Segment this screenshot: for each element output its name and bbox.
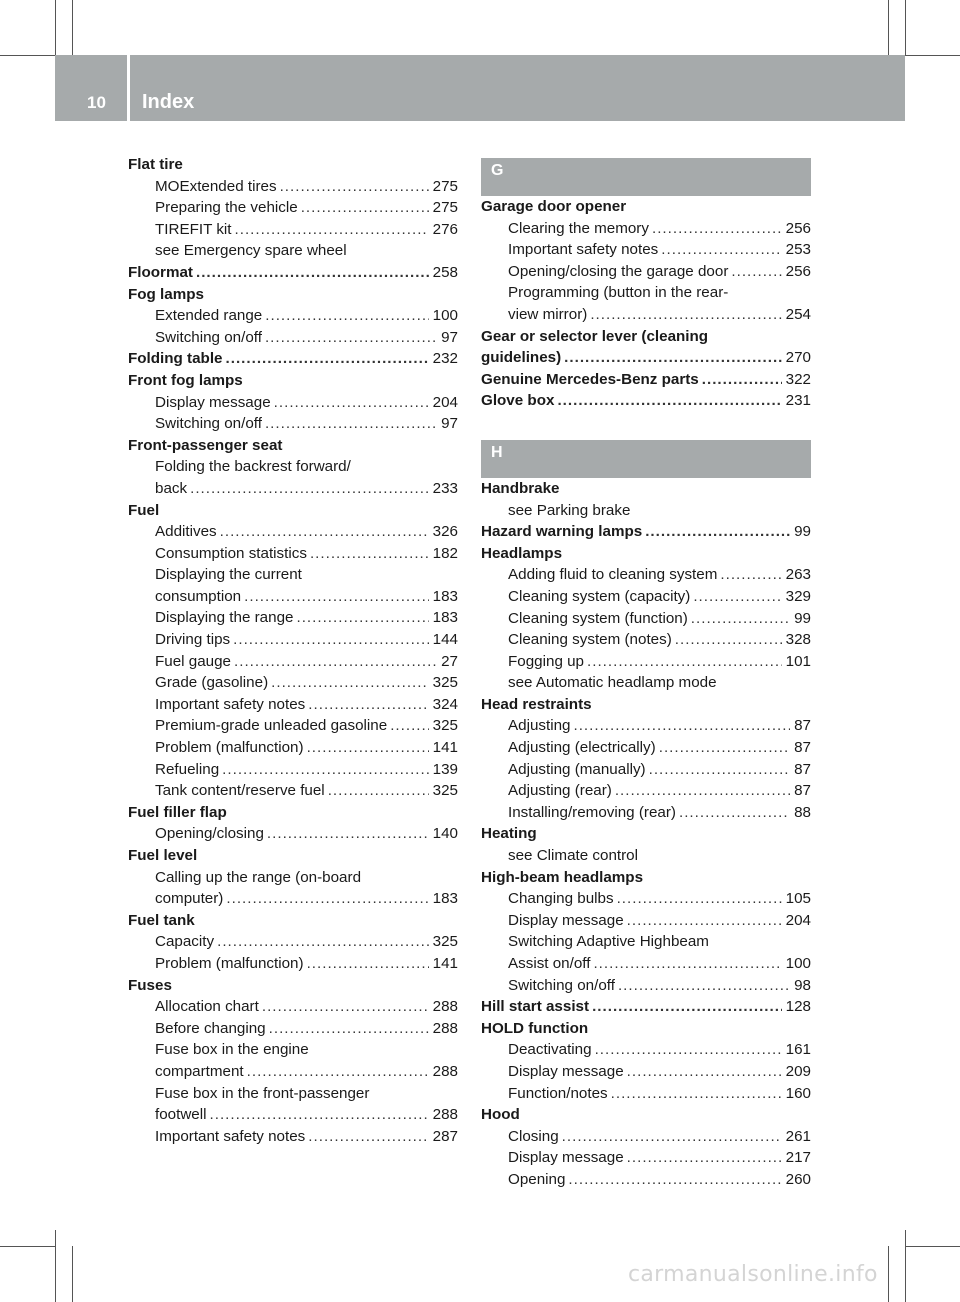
dot-leader <box>301 197 429 219</box>
index-subentry <box>128 931 458 953</box>
page-reference: 254 <box>785 305 811 323</box>
index-subentry <box>481 888 811 910</box>
dot-leader <box>562 1126 782 1148</box>
entry-title: Genuine Mercedes-Benz parts <box>481 370 699 388</box>
page-reference: 101 <box>785 652 811 670</box>
page-reference: 204 <box>432 393 458 411</box>
entry-title: Important safety notes <box>155 695 306 713</box>
page-reference: 204 <box>785 911 811 929</box>
dot-leader <box>226 348 429 370</box>
index-subentry <box>481 1061 811 1083</box>
entry-title: Glove box <box>481 392 555 410</box>
index-entry: Headlamps <box>481 544 563 562</box>
page-reference: 160 <box>785 1084 811 1102</box>
index-entry: Fog lamps <box>128 285 204 303</box>
index-subentry <box>128 219 458 241</box>
page-reference: 288 <box>432 1062 458 1080</box>
entry-title: Floormat <box>128 263 193 281</box>
page-number-box <box>55 55 127 121</box>
page-reference: 232 <box>432 350 458 368</box>
dot-leader <box>265 413 437 435</box>
index-subentry: Fuse box in the engine <box>155 1041 309 1059</box>
entry-title: Adjusting <box>508 717 571 735</box>
index-entry: Garage door opener <box>481 198 627 215</box>
page-reference: 329 <box>785 587 811 605</box>
dot-leader <box>590 304 781 326</box>
page-reference: 97 <box>441 415 458 433</box>
page-reference: 139 <box>432 760 458 778</box>
index-subentry <box>128 327 458 349</box>
index-entry: High-beam headlamps <box>481 868 644 886</box>
dot-leader <box>220 521 429 543</box>
page-reference: 99 <box>794 523 811 541</box>
entry-title: Before changing <box>155 1019 266 1037</box>
entry-title: Cleaning system (notes) <box>508 631 672 649</box>
page-reference: 231 <box>785 392 811 410</box>
index-subentry: Calling up the range (on-board <box>155 868 362 886</box>
crop-mark <box>0 1246 55 1247</box>
index-subentry <box>128 672 458 694</box>
entry-title: Function/notes <box>508 1084 608 1102</box>
index-entry: Fuses <box>128 976 172 994</box>
index-column-right <box>481 154 811 1191</box>
dot-leader <box>679 802 790 824</box>
dot-leader <box>233 629 429 651</box>
index-entry: Fuel filler flap <box>128 803 227 821</box>
index-subentry: see Emergency spare wheel <box>155 242 347 260</box>
index-subentry <box>128 1018 458 1040</box>
entry-title: Switching on/off <box>155 415 262 433</box>
dot-leader <box>190 478 429 500</box>
index-subentry <box>481 1039 811 1061</box>
index-entry: Gear or selector lever (cleaning <box>481 327 709 345</box>
page-reference: 328 <box>785 631 811 649</box>
dot-leader <box>267 823 429 845</box>
dot-leader <box>720 564 781 586</box>
entry-title: Adjusting (rear) <box>508 782 612 800</box>
index-subentry <box>128 176 458 198</box>
index-subentry <box>481 953 811 975</box>
index-subentry <box>128 953 458 975</box>
dot-leader <box>702 369 782 391</box>
watermark: carmanualsonline.info <box>628 1262 878 1287</box>
crop-mark <box>55 1230 56 1302</box>
index-entry <box>128 262 458 284</box>
page-reference: 87 <box>794 782 811 800</box>
header-divider <box>127 55 130 121</box>
dot-leader <box>390 715 428 737</box>
entry-title: Display message <box>508 911 624 929</box>
dot-leader <box>564 347 781 369</box>
entry-title: Adjusting (electrically) <box>508 739 656 757</box>
index-entry <box>481 521 811 543</box>
page-number: 10 <box>87 93 106 112</box>
page-reference: 270 <box>785 349 811 367</box>
entry-title: guidelines) <box>481 349 562 367</box>
dot-leader <box>568 1169 781 1191</box>
dot-leader <box>210 1104 429 1126</box>
dot-leader <box>328 780 429 802</box>
dot-leader <box>611 1083 782 1105</box>
page-reference: 183 <box>432 609 458 627</box>
dot-leader <box>308 694 428 716</box>
entry-title: Driving tips <box>155 631 231 649</box>
index-subentry <box>481 261 811 283</box>
index-subentry <box>481 1126 811 1148</box>
entry-title: Clearing the memory <box>508 219 649 237</box>
page-reference: 27 <box>441 652 458 670</box>
entry-title: Display message <box>508 1062 624 1080</box>
page-reference: 87 <box>794 739 811 757</box>
dot-leader <box>557 390 781 412</box>
index-subentry <box>128 392 458 414</box>
dot-leader <box>196 262 429 284</box>
dot-leader <box>659 737 790 759</box>
entry-title: Fuel gauge <box>155 652 231 670</box>
index-subentry: Displaying the current <box>155 566 302 584</box>
entry-title: Displaying the range <box>155 609 294 627</box>
dot-leader <box>307 737 429 759</box>
dot-leader <box>310 543 429 565</box>
index-subentry: Programming (button in the rear- <box>508 284 729 302</box>
crop-mark <box>55 0 56 55</box>
entry-title: Problem (malfunction) <box>155 739 304 757</box>
page-header <box>55 55 905 121</box>
index-entry <box>481 347 811 369</box>
entry-title: Assist on/off <box>508 955 591 972</box>
page-reference: 288 <box>432 1106 458 1124</box>
index-subentry <box>481 218 811 240</box>
page-reference: 256 <box>785 262 811 280</box>
page-reference: 325 <box>432 717 458 735</box>
page-reference: 87 <box>794 760 811 778</box>
section-heading: G <box>481 158 811 196</box>
entry-title: Hazard warning lamps <box>481 523 643 541</box>
dot-leader <box>627 1147 782 1169</box>
entry-title: Allocation chart <box>155 998 259 1016</box>
page-reference: 217 <box>785 1149 811 1167</box>
index-entry <box>481 390 811 412</box>
crop-mark <box>0 55 55 56</box>
index-entry: HOLD function <box>481 1019 589 1037</box>
entry-title: compartment <box>155 1062 244 1080</box>
dot-leader <box>649 759 791 781</box>
dot-leader <box>645 521 790 543</box>
index-subentry: Folding the backrest forward/ <box>155 458 351 476</box>
page-reference: 263 <box>785 566 811 584</box>
entry-title: Display message <box>508 1149 624 1167</box>
index-subentry <box>128 780 458 802</box>
dot-leader <box>308 1126 428 1148</box>
page-reference: 161 <box>785 1041 811 1059</box>
entry-title: Folding table <box>128 350 223 368</box>
entry-title: Premium-grade unleaded gasoline <box>155 717 388 735</box>
dot-leader <box>244 586 429 608</box>
index-subentry <box>128 413 458 435</box>
page-reference: 141 <box>432 954 458 972</box>
page-title: Index <box>142 91 195 113</box>
crop-mark <box>72 0 73 55</box>
page-reference: 105 <box>785 890 811 908</box>
index-subentry <box>128 1061 458 1083</box>
page-reference: 183 <box>432 890 458 908</box>
dot-leader <box>234 651 437 673</box>
page-reference: 209 <box>785 1062 811 1080</box>
index-subentry <box>481 1169 811 1191</box>
dot-leader <box>269 1018 429 1040</box>
page-reference: 100 <box>432 307 458 325</box>
index-subentry <box>481 608 811 630</box>
index-entry: Front-passenger seat <box>128 436 283 454</box>
page-reference: 287 <box>432 1127 458 1145</box>
page-reference: 144 <box>432 631 458 649</box>
index-subentry <box>481 629 811 651</box>
index-entry: Head restraints <box>481 695 592 713</box>
index-entry <box>128 348 458 370</box>
page-reference: 97 <box>441 328 458 346</box>
entry-title: consumption <box>155 587 242 605</box>
page-reference: 183 <box>432 587 458 605</box>
entry-title: Tank content/reserve fuel <box>155 782 325 800</box>
page-reference: 275 <box>432 177 458 195</box>
entry-title: Deactivating <box>508 1041 592 1059</box>
page-reference: 140 <box>432 825 458 843</box>
page-reference: 325 <box>432 933 458 951</box>
dot-leader <box>693 586 781 608</box>
index-subentry <box>128 737 458 759</box>
dot-leader <box>235 219 429 241</box>
entry-title: Extended range <box>155 307 263 325</box>
dot-leader <box>307 953 429 975</box>
dot-leader <box>217 931 429 953</box>
entry-title: back <box>155 479 188 497</box>
page-reference: 260 <box>785 1170 811 1188</box>
dot-leader <box>280 176 429 198</box>
page-reference: 288 <box>432 998 458 1016</box>
dot-leader <box>593 953 781 975</box>
page-reference: 325 <box>432 782 458 800</box>
entry-title: Fogging up <box>508 652 584 670</box>
index-subentry <box>128 823 458 845</box>
index-subentry <box>128 996 458 1018</box>
index-subentry <box>481 1147 811 1169</box>
dot-leader <box>592 996 782 1018</box>
index-subentry <box>481 304 811 326</box>
dot-leader <box>627 1061 782 1083</box>
dot-leader <box>675 629 782 651</box>
dot-leader <box>661 239 781 261</box>
entry-title: Preparing the vehicle <box>155 199 298 217</box>
index-subentry: see Automatic headlamp mode <box>508 674 717 692</box>
entry-title: Changing bulbs <box>508 890 614 908</box>
page-reference: 182 <box>432 544 458 562</box>
page-reference: 98 <box>794 976 811 994</box>
dot-leader <box>617 888 782 910</box>
entry-title: Installing/removing (rear) <box>508 803 676 821</box>
page-reference: 322 <box>785 370 811 388</box>
index-entry: Fuel level <box>128 847 198 864</box>
index-subentry <box>481 1083 811 1105</box>
entry-title: Hill start assist <box>481 998 590 1016</box>
index-subentry <box>128 197 458 219</box>
entry-title: Display message <box>155 393 271 411</box>
index-subentry <box>128 759 458 781</box>
section-heading: H <box>481 440 811 478</box>
crop-mark <box>905 1246 960 1247</box>
index-entry: Heating <box>481 825 537 843</box>
index-subentry <box>481 564 811 586</box>
index-subentry <box>128 715 458 737</box>
entry-title: Problem (malfunction) <box>155 954 304 972</box>
entry-title: Additives <box>155 523 217 541</box>
page-reference: 128 <box>785 998 811 1016</box>
index-subentry: Fuse box in the front-passenger <box>155 1084 370 1102</box>
index-subentry <box>481 802 811 824</box>
index-entry: Fuel <box>128 501 160 519</box>
index-entry: Handbrake <box>481 479 560 497</box>
index-subentry <box>481 780 811 802</box>
page-reference: 258 <box>432 263 458 281</box>
entry-title: Consumption statistics <box>155 544 307 562</box>
crop-mark <box>905 1230 906 1302</box>
page-reference: 99 <box>794 609 811 627</box>
dot-leader <box>296 607 428 629</box>
entry-title: Important safety notes <box>508 241 659 259</box>
page-reference: 261 <box>785 1127 811 1145</box>
dot-leader <box>615 780 790 802</box>
entry-title: Important safety notes <box>155 1127 306 1145</box>
index-entry <box>481 996 811 1018</box>
dot-leader <box>247 1061 429 1083</box>
index-subentry <box>128 305 458 327</box>
entry-title: view mirror) <box>508 305 588 323</box>
page-reference: 141 <box>432 739 458 757</box>
page-reference: 88 <box>794 803 811 821</box>
index-subentry <box>128 651 458 673</box>
index-subentry <box>481 586 811 608</box>
page-reference: 276 <box>432 220 458 238</box>
entry-title: Opening <box>508 1170 566 1188</box>
index-subentry <box>481 715 811 737</box>
index-subentry <box>128 478 458 500</box>
crop-mark <box>72 1246 73 1302</box>
entry-title: computer) <box>155 890 224 908</box>
index-subentry <box>128 607 458 629</box>
crop-mark <box>905 55 960 56</box>
dot-leader <box>652 218 782 240</box>
index-subentry <box>128 586 458 608</box>
entry-title: footwell <box>155 1106 207 1124</box>
page-reference: 324 <box>432 695 458 713</box>
page-reference: 100 <box>785 955 811 972</box>
index-subentry <box>128 521 458 543</box>
dot-leader <box>731 261 781 283</box>
index-entry: Flat tire <box>128 156 183 173</box>
entry-title: Closing <box>508 1127 559 1145</box>
page-reference: 325 <box>432 674 458 692</box>
entry-title: Capacity <box>155 933 215 951</box>
index-subentry: see Parking brake <box>508 501 631 519</box>
index-column-left <box>128 154 458 1147</box>
index-entry <box>481 369 811 391</box>
index-subentry <box>481 759 811 781</box>
index-subentry <box>128 888 458 910</box>
dot-leader <box>627 910 782 932</box>
dot-leader <box>691 608 790 630</box>
entry-title: MOExtended tires <box>155 177 277 195</box>
entry-title: Refueling <box>155 760 220 778</box>
index-subentry <box>481 737 811 759</box>
crop-mark <box>888 0 889 55</box>
dot-leader <box>595 1039 782 1061</box>
entry-title: Cleaning system (capacity) <box>508 587 691 605</box>
crop-mark <box>888 1246 889 1302</box>
entry-title: Grade (gasoline) <box>155 674 269 692</box>
entry-title: Opening/closing <box>155 825 264 843</box>
page-reference: 326 <box>432 523 458 541</box>
dot-leader <box>618 975 790 997</box>
entry-title: Adding fluid to cleaning system <box>508 566 718 584</box>
index-subentry: see Climate control <box>508 847 638 865</box>
page-reference: 233 <box>432 479 458 497</box>
entry-title: Switching on/off <box>508 976 615 994</box>
index-subentry <box>481 651 811 673</box>
index-subentry <box>481 975 811 997</box>
dot-leader <box>265 305 428 327</box>
index-entry: Fuel tank <box>128 911 195 929</box>
index-subentry: Switching Adaptive Highbeam <box>508 933 709 951</box>
crop-mark <box>905 0 906 55</box>
index-entry: Hood <box>481 1106 520 1124</box>
dot-leader <box>262 996 429 1018</box>
index-subentry <box>481 910 811 932</box>
index-subentry <box>128 543 458 565</box>
entry-title: Adjusting (manually) <box>508 760 646 778</box>
index-subentry <box>481 239 811 261</box>
dot-leader <box>265 327 437 349</box>
dot-leader <box>573 715 790 737</box>
page-reference: 253 <box>785 241 811 259</box>
page-reference: 256 <box>785 219 811 237</box>
dot-leader <box>587 651 782 673</box>
index-entry: Front fog lamps <box>128 371 243 389</box>
entry-title: TIREFIT kit <box>155 220 232 238</box>
page-reference: 87 <box>794 717 811 735</box>
entry-title: Cleaning system (function) <box>508 609 688 627</box>
page-reference: 288 <box>432 1019 458 1037</box>
section-gap <box>481 412 811 436</box>
index-subentry <box>128 629 458 651</box>
index-subentry <box>128 1104 458 1126</box>
page-reference: 275 <box>432 199 458 217</box>
dot-leader <box>274 392 429 414</box>
dot-leader <box>271 672 429 694</box>
entry-title: Opening/closing the garage door <box>508 262 729 280</box>
dot-leader <box>222 759 428 781</box>
dot-leader <box>226 888 428 910</box>
index-subentry <box>128 694 458 716</box>
entry-title: Switching on/off <box>155 328 262 346</box>
index-subentry <box>128 1126 458 1148</box>
